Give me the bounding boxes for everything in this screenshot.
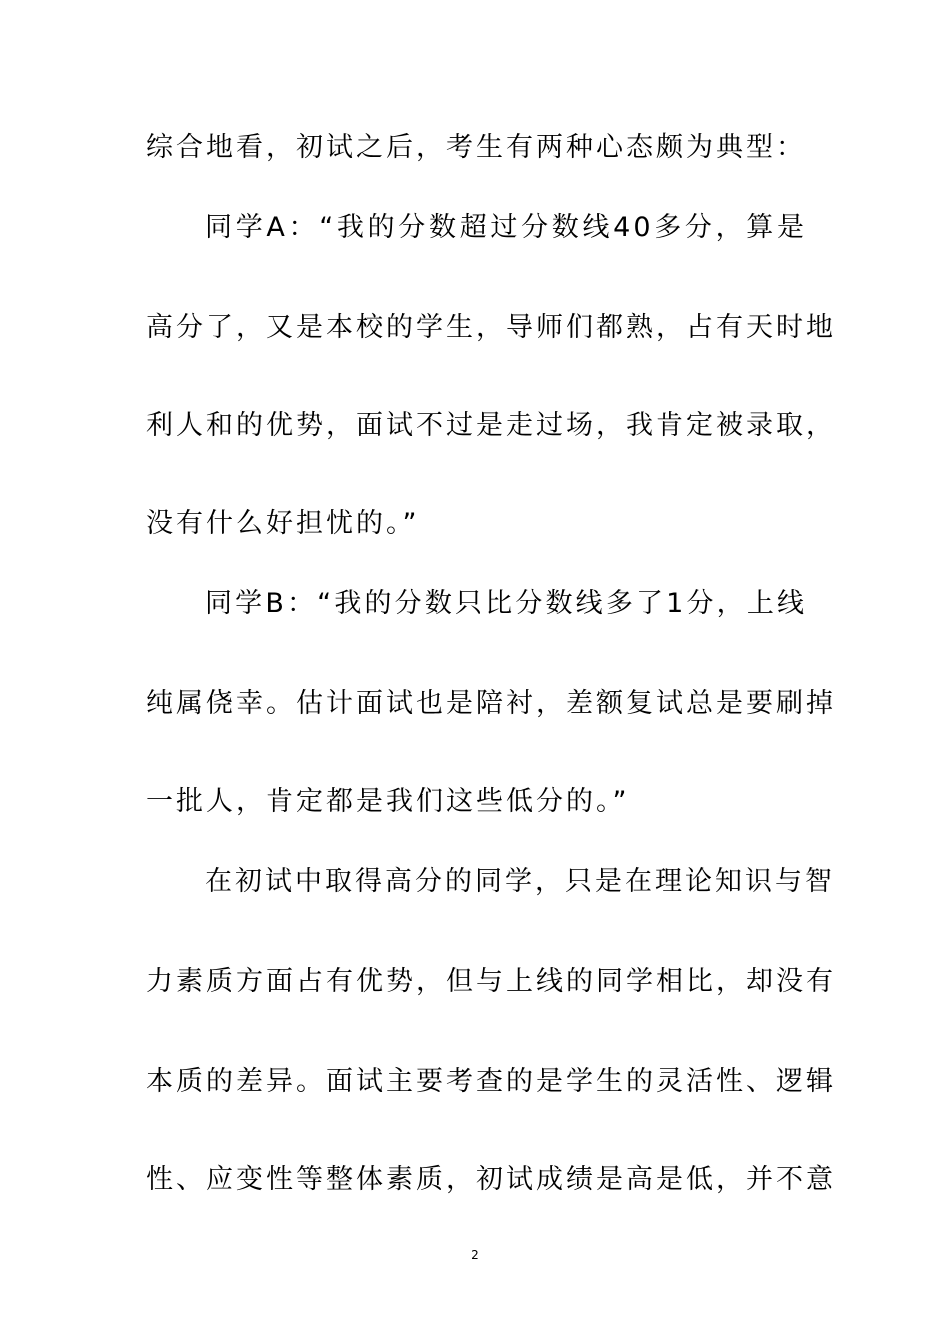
text-line-11: 本质的差异。面试主要考查的是学生的灵活性、逻辑	[146, 1066, 836, 1097]
page-number: 2	[471, 1248, 479, 1262]
text-line-6: 同学B：“我的分数只比分数线多了1分，上线	[205, 588, 807, 619]
text-line-1: 综合地看，初试之后，考生有两种心态颇为典型：	[146, 132, 806, 163]
text-line-9: 在初试中取得高分的同学，只是在理论知识与智	[205, 866, 835, 897]
text-line-12: 性、应变性等整体素质，初试成绩是高是低，并不意	[146, 1164, 836, 1195]
text-line-8: 一批人，肯定都是我们这些低分的。”	[146, 786, 630, 817]
text-line-5: 没有什么好担忧的。”	[146, 508, 420, 539]
text-line-2: 同学A：“我的分数超过分数线40多分，算是	[205, 212, 807, 243]
text-line-7: 纯属侥幸。估计面试也是陪衬，差额复试总是要刷掉	[146, 688, 836, 719]
text-line-10: 力素质方面占有优势，但与上线的同学相比，却没有	[146, 966, 836, 997]
text-line-3: 高分了，又是本校的学生，导师们都熟，占有天时地	[146, 312, 836, 343]
text-line-4: 利人和的优势，面试不过是走过场，我肯定被录取，	[146, 410, 836, 441]
